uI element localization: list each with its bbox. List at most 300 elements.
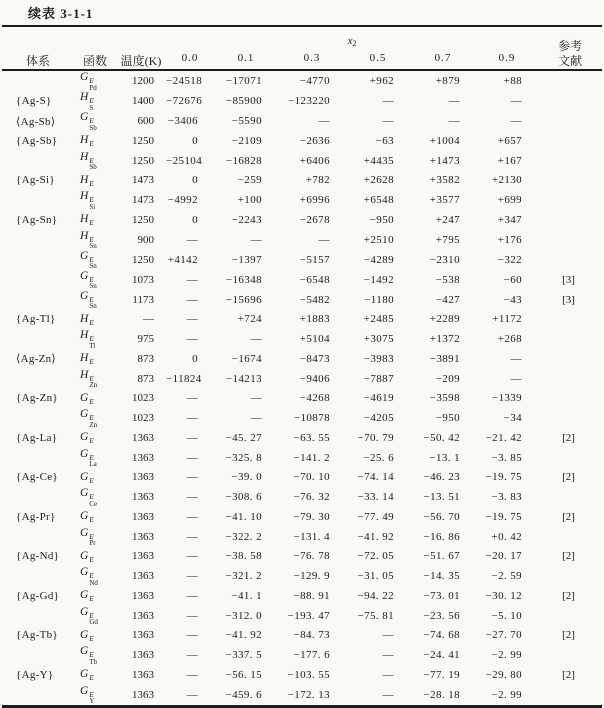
system-cell bbox=[2, 566, 74, 586]
ref-cell: [3] bbox=[562, 293, 575, 306]
function-supsub bbox=[89, 197, 95, 210]
value-cell: — bbox=[186, 688, 198, 701]
function-symbol: H bbox=[80, 91, 89, 103]
value-cell: +782 bbox=[305, 174, 330, 187]
table-row bbox=[2, 190, 602, 210]
temperature-cell: 1173 bbox=[132, 293, 154, 306]
temperature-cell: 600 bbox=[137, 115, 154, 127]
system-cell bbox=[2, 685, 74, 707]
value-cell: −50. 42 bbox=[423, 431, 460, 444]
function-superscript: E bbox=[89, 595, 94, 603]
value-cell: −33. 14 bbox=[357, 491, 394, 503]
table-row bbox=[2, 111, 602, 131]
temperature-cell: 1400 bbox=[132, 95, 154, 107]
value-cell: +1372 bbox=[429, 333, 460, 345]
function-cell bbox=[74, 190, 116, 210]
system-cell: {Ag-Tb} bbox=[16, 629, 58, 642]
value-cell: — bbox=[186, 431, 198, 444]
value-cell: −77. 49 bbox=[357, 510, 394, 523]
ref-cell bbox=[538, 131, 602, 151]
table-row bbox=[2, 665, 602, 685]
header-references bbox=[538, 26, 602, 70]
value-cell: +100 bbox=[237, 194, 262, 206]
value-cell: −94. 22 bbox=[357, 589, 394, 602]
function-superscript: E bbox=[89, 219, 94, 227]
value-cell: — bbox=[510, 95, 523, 107]
value-cell: −3. 83 bbox=[491, 491, 523, 503]
value-cell: −24518 bbox=[166, 75, 203, 87]
value-cell: — bbox=[250, 412, 262, 424]
temperature-cell: 1473 bbox=[132, 174, 154, 187]
function-cell bbox=[74, 448, 116, 468]
function-subscript: Gd bbox=[89, 618, 98, 626]
function-cell bbox=[74, 171, 116, 191]
function-cell bbox=[74, 210, 116, 230]
header-x2 bbox=[166, 26, 538, 48]
value-cell: −4205 bbox=[363, 412, 394, 424]
header-ref-line1: 参考 bbox=[558, 39, 583, 53]
system-cell bbox=[2, 448, 74, 468]
value-cell: −7887 bbox=[363, 372, 394, 385]
value-cell: −123220 bbox=[287, 95, 330, 107]
function-subscript: S bbox=[89, 103, 94, 112]
ref-cell: [2] bbox=[562, 668, 575, 681]
table-row bbox=[2, 389, 602, 409]
table-title: 续表 3-1-1 bbox=[28, 6, 94, 21]
header-x-0.9: 0.9 bbox=[498, 52, 516, 65]
value-cell: +247 bbox=[435, 213, 460, 226]
table-row bbox=[2, 428, 602, 448]
table-row bbox=[2, 151, 602, 171]
system-cell bbox=[2, 645, 74, 665]
function-superscript: E bbox=[89, 476, 94, 485]
function-symbol: H bbox=[80, 150, 89, 163]
function-subscript: Nd bbox=[89, 578, 98, 587]
value-cell: −2636 bbox=[299, 134, 330, 147]
function-cell bbox=[74, 230, 116, 250]
value-cell: −41. 92 bbox=[357, 530, 394, 543]
value-cell: −23. 56 bbox=[423, 609, 460, 622]
value-cell: −74. 68 bbox=[423, 629, 460, 642]
value-cell: — bbox=[448, 115, 460, 127]
value-cell: — bbox=[382, 115, 394, 127]
function-symbol: G bbox=[80, 447, 89, 460]
system-cell: ⟨Ag-Sb⟩ bbox=[16, 115, 56, 128]
value-cell: 0 bbox=[192, 213, 198, 226]
function-superscript: E bbox=[89, 156, 94, 165]
value-cell: −19. 75 bbox=[485, 510, 523, 523]
value-cell: — bbox=[448, 95, 460, 107]
table-row bbox=[2, 645, 602, 665]
value-cell: −31. 05 bbox=[357, 570, 394, 582]
value-cell: −70. 79 bbox=[357, 431, 394, 444]
table-row bbox=[2, 487, 602, 507]
function-supsub bbox=[89, 181, 93, 188]
ref-cell bbox=[538, 329, 602, 349]
value-cell: −20. 17 bbox=[485, 550, 523, 563]
function-symbol: G bbox=[80, 549, 89, 562]
function-symbol: G bbox=[80, 249, 89, 262]
function-symbol: H bbox=[80, 329, 89, 341]
value-cell: −79. 30 bbox=[293, 510, 330, 523]
value-cell: −2. 59 bbox=[491, 570, 523, 582]
system-cell: {Ag-Sn} bbox=[16, 213, 58, 226]
value-cell: +3582 bbox=[429, 174, 460, 187]
value-cell: — bbox=[186, 293, 198, 306]
table-row bbox=[2, 527, 602, 547]
function-subscript: Ce bbox=[89, 499, 98, 508]
function-supsub bbox=[89, 478, 93, 485]
value-cell: −60 bbox=[503, 273, 523, 286]
system-cell: {Ag-S} bbox=[16, 95, 52, 107]
ref-cell: [2] bbox=[562, 629, 575, 642]
function-symbol: G bbox=[80, 668, 89, 680]
function-superscript: E bbox=[89, 196, 94, 204]
ref-cell bbox=[538, 310, 602, 330]
value-cell: — bbox=[510, 372, 523, 385]
function-superscript: E bbox=[89, 634, 94, 643]
temperature-cell: 1023 bbox=[132, 392, 154, 405]
value-cell: +6548 bbox=[363, 194, 394, 206]
function-symbol: G bbox=[80, 269, 89, 282]
ref-cell bbox=[538, 389, 602, 409]
function-cell bbox=[74, 369, 116, 389]
value-cell: −459. 6 bbox=[225, 688, 262, 701]
value-cell: +879 bbox=[435, 75, 460, 87]
header-x-0.5: 0.5 bbox=[369, 52, 387, 65]
function-cell bbox=[74, 527, 116, 547]
function-supsub bbox=[89, 415, 97, 428]
table-row bbox=[2, 606, 602, 626]
value-cell: −325. 8 bbox=[225, 451, 262, 464]
value-cell: −177. 6 bbox=[293, 649, 330, 661]
function-cell bbox=[74, 91, 116, 111]
function-supsub bbox=[89, 438, 93, 445]
system-cell: {Ag-Tl} bbox=[16, 313, 56, 326]
value-cell: — bbox=[186, 629, 198, 642]
ref-cell bbox=[538, 70, 602, 91]
value-cell: −76. 78 bbox=[293, 550, 330, 563]
temperature-cell: 1023 bbox=[132, 412, 154, 424]
header-x-0.1: 0.1 bbox=[237, 52, 255, 65]
function-supsub bbox=[89, 336, 95, 349]
system-cell bbox=[2, 70, 74, 91]
function-subscript: Y bbox=[89, 697, 95, 705]
function-symbol: G bbox=[80, 526, 89, 539]
temperature-cell: 1363 bbox=[132, 570, 154, 582]
value-cell: −4992 bbox=[167, 194, 198, 206]
table-row bbox=[2, 270, 602, 290]
function-cell bbox=[74, 70, 116, 91]
temperature-cell: 1363 bbox=[132, 471, 154, 484]
value-cell: −3598 bbox=[429, 392, 460, 405]
value-cell: 0 bbox=[192, 352, 198, 365]
system-cell: {Ag-Gd} bbox=[16, 589, 60, 602]
value-cell: −43 bbox=[503, 293, 523, 306]
function-subscript: Zn bbox=[89, 420, 98, 429]
value-cell: −129. 9 bbox=[293, 570, 330, 582]
thermodynamic-data-table bbox=[2, 25, 602, 708]
value-cell: — bbox=[186, 530, 198, 543]
ref-cell: [2] bbox=[562, 510, 575, 523]
system-cell bbox=[2, 408, 74, 428]
value-cell: −538 bbox=[435, 273, 460, 286]
value-cell: — bbox=[382, 629, 394, 642]
header-system: 体系 bbox=[25, 54, 50, 69]
value-cell: −29. 80 bbox=[485, 668, 523, 681]
value-cell: −2310 bbox=[429, 253, 460, 266]
function-subscript: Sb bbox=[89, 163, 97, 171]
value-cell: +2289 bbox=[429, 313, 460, 326]
function-symbol: G bbox=[80, 289, 89, 302]
function-supsub bbox=[89, 573, 98, 586]
value-cell: 0 bbox=[192, 134, 198, 147]
ref-cell bbox=[538, 190, 602, 210]
table-row bbox=[2, 547, 602, 567]
value-cell: −1397 bbox=[231, 253, 262, 266]
value-cell: −2678 bbox=[299, 213, 330, 226]
value-cell: −41. 10 bbox=[225, 510, 262, 523]
temperature-cell: 1363 bbox=[132, 649, 154, 661]
function-superscript: E bbox=[89, 493, 94, 501]
function-cell bbox=[74, 547, 116, 567]
function-superscript: E bbox=[89, 318, 94, 327]
system-cell bbox=[2, 290, 74, 310]
function-superscript: E bbox=[89, 516, 94, 524]
value-cell: +0. 42 bbox=[491, 530, 523, 543]
system-cell bbox=[2, 230, 74, 250]
value-cell: −72676 bbox=[166, 95, 203, 107]
value-cell: −13. 1 bbox=[429, 451, 460, 464]
value-cell: −3983 bbox=[363, 352, 394, 365]
temperature-cell: 900 bbox=[137, 233, 154, 246]
value-cell: −28. 18 bbox=[423, 688, 460, 701]
function-symbol: G bbox=[80, 589, 89, 601]
table-row bbox=[2, 230, 602, 250]
function-supsub bbox=[89, 613, 98, 626]
function-subscript: Sn bbox=[89, 242, 97, 250]
value-cell: — bbox=[186, 412, 198, 424]
ref-cell: [2] bbox=[562, 471, 575, 484]
function-symbol: G bbox=[80, 510, 89, 522]
value-cell: −172. 13 bbox=[287, 688, 330, 701]
value-cell: −63 bbox=[375, 134, 394, 147]
temperature-cell: 873 bbox=[137, 372, 154, 385]
value-cell: −25. 6 bbox=[363, 451, 394, 464]
header-x-0.7: 0.7 bbox=[434, 52, 452, 65]
system-cell bbox=[2, 487, 74, 507]
value-cell: +795 bbox=[435, 233, 460, 246]
value-cell: −15696 bbox=[225, 293, 262, 306]
value-cell: 0 bbox=[192, 174, 198, 187]
temperature-cell: 1250 bbox=[132, 253, 154, 266]
ref-cell bbox=[538, 349, 602, 369]
value-cell: −259 bbox=[237, 174, 262, 187]
function-cell bbox=[74, 487, 116, 507]
temperature-cell: 1363 bbox=[132, 668, 154, 681]
function-subscript: Tb bbox=[89, 657, 98, 666]
function-superscript: E bbox=[89, 532, 94, 541]
table-row bbox=[2, 70, 602, 91]
function-symbol: H bbox=[80, 352, 89, 364]
value-cell: — bbox=[186, 491, 198, 503]
ref-cell: [3] bbox=[562, 273, 575, 286]
value-cell: −16828 bbox=[225, 154, 262, 167]
system-cell bbox=[2, 151, 74, 171]
function-cell bbox=[74, 111, 116, 131]
function-superscript: E bbox=[89, 453, 94, 462]
value-cell: — bbox=[186, 471, 198, 484]
value-cell: −41. 92 bbox=[225, 629, 262, 642]
temperature-cell: 1200 bbox=[132, 75, 154, 87]
table-row bbox=[2, 586, 602, 606]
value-cell: −75. 81 bbox=[357, 609, 394, 622]
value-cell: −5157 bbox=[299, 253, 330, 266]
value-cell: +2130 bbox=[491, 174, 523, 187]
function-subscript: Si bbox=[89, 202, 96, 211]
ref-cell bbox=[538, 487, 602, 507]
function-supsub bbox=[89, 692, 94, 705]
value-cell: −24. 41 bbox=[423, 649, 460, 661]
value-cell: −3891 bbox=[429, 352, 460, 365]
function-superscript: E bbox=[89, 414, 94, 422]
ref-cell bbox=[538, 210, 602, 230]
function-supsub bbox=[89, 652, 97, 665]
value-cell: −141. 2 bbox=[293, 451, 330, 464]
ref-cell bbox=[538, 230, 602, 250]
value-cell: −322 bbox=[497, 253, 523, 266]
header-temperature: 温度(K) bbox=[120, 54, 162, 69]
temperature-cell: 1363 bbox=[132, 609, 154, 622]
value-cell: −2243 bbox=[231, 213, 262, 226]
system-cell: {Ag-Sb} bbox=[16, 134, 58, 147]
function-cell bbox=[74, 329, 116, 349]
function-subscript: La bbox=[89, 460, 97, 468]
function-superscript: E bbox=[89, 358, 94, 366]
value-cell: −4619 bbox=[363, 392, 394, 405]
value-cell: −16. 86 bbox=[423, 530, 460, 543]
ref-cell bbox=[538, 408, 602, 428]
value-cell: −312. 0 bbox=[225, 609, 262, 622]
function-cell bbox=[74, 586, 116, 606]
value-cell: +699 bbox=[497, 194, 523, 206]
function-symbol: H bbox=[80, 368, 89, 381]
value-cell: −209 bbox=[435, 372, 460, 385]
value-cell: +88 bbox=[503, 75, 523, 87]
table-row bbox=[2, 290, 602, 310]
value-cell: −19. 75 bbox=[485, 471, 523, 484]
value-cell: −88. 91 bbox=[293, 589, 330, 602]
function-superscript: E bbox=[89, 690, 94, 699]
function-symbol: G bbox=[80, 645, 89, 657]
value-cell: −56. 70 bbox=[423, 510, 460, 523]
value-cell: −131. 4 bbox=[293, 530, 330, 543]
value-cell: −16348 bbox=[225, 273, 262, 286]
value-cell: — bbox=[186, 313, 198, 326]
ref-cell bbox=[538, 250, 602, 270]
value-cell: −950 bbox=[435, 412, 460, 424]
function-symbol: H bbox=[80, 312, 89, 325]
value-cell: −76. 32 bbox=[293, 491, 330, 503]
value-cell: +4142 bbox=[167, 253, 198, 266]
value-cell: +2510 bbox=[363, 233, 394, 246]
value-cell: −14213 bbox=[225, 372, 262, 385]
header-function: 函数 bbox=[82, 54, 107, 69]
value-cell: −77. 19 bbox=[423, 668, 460, 681]
value-cell: −21. 42 bbox=[485, 431, 523, 444]
value-cell: +2628 bbox=[363, 174, 394, 187]
ref-cell: [2] bbox=[562, 550, 575, 563]
function-supsub bbox=[89, 636, 93, 643]
value-cell: −5590 bbox=[231, 115, 262, 127]
value-cell: −2. 99 bbox=[491, 688, 523, 701]
header-ref-line2: 文献 bbox=[558, 54, 583, 68]
temperature-cell: 1363 bbox=[132, 688, 154, 701]
value-cell: +6996 bbox=[299, 194, 330, 206]
ref-cell bbox=[538, 369, 602, 389]
value-cell: +167 bbox=[497, 154, 523, 167]
value-cell: −46. 23 bbox=[423, 471, 460, 484]
value-cell: — bbox=[382, 668, 394, 681]
value-cell: −14. 35 bbox=[423, 570, 460, 582]
ref-cell: [2] bbox=[562, 431, 575, 444]
value-cell: — bbox=[186, 609, 198, 622]
function-subscript: Sn bbox=[89, 262, 97, 270]
ref-cell bbox=[538, 566, 602, 586]
value-cell: −10878 bbox=[293, 412, 330, 424]
function-symbol: H bbox=[80, 173, 89, 186]
value-cell: — bbox=[186, 233, 198, 246]
system-cell: {Ag-Pr} bbox=[16, 510, 56, 523]
function-symbol: H bbox=[80, 134, 89, 146]
function-superscript: E bbox=[89, 572, 94, 580]
function-subscript: Tl bbox=[89, 341, 96, 350]
function-supsub bbox=[89, 118, 96, 131]
function-supsub bbox=[89, 237, 96, 250]
value-cell: +1172 bbox=[492, 313, 523, 326]
function-supsub bbox=[89, 596, 93, 603]
function-symbol: G bbox=[80, 605, 89, 618]
function-supsub bbox=[89, 517, 93, 524]
table-row bbox=[2, 131, 602, 151]
table-row bbox=[2, 566, 602, 586]
temperature-cell: 1250 bbox=[132, 134, 154, 147]
x2-subscript: 2 bbox=[352, 38, 357, 48]
function-supsub bbox=[89, 534, 95, 547]
value-cell: +1883 bbox=[299, 313, 330, 326]
function-symbol: G bbox=[80, 111, 89, 123]
system-cell bbox=[2, 369, 74, 389]
system-cell bbox=[2, 250, 74, 270]
value-cell: — bbox=[186, 668, 198, 681]
system-cell bbox=[2, 270, 74, 290]
function-supsub bbox=[89, 494, 97, 507]
function-cell bbox=[74, 151, 116, 171]
value-cell: +4435 bbox=[363, 154, 394, 167]
value-cell: −337. 5 bbox=[225, 649, 262, 661]
function-subscript: Pr bbox=[89, 539, 96, 547]
function-superscript: E bbox=[89, 117, 94, 125]
ref-cell bbox=[538, 685, 602, 707]
function-superscript: E bbox=[89, 374, 94, 383]
value-cell: −427 bbox=[435, 293, 460, 306]
system-cell: {Ag-La} bbox=[16, 431, 58, 444]
header-x-0.0: 0.0 bbox=[181, 52, 199, 65]
function-superscript: E bbox=[89, 611, 94, 620]
value-cell: — bbox=[510, 115, 523, 127]
value-cell: −4268 bbox=[299, 392, 330, 405]
temperature-cell: 1363 bbox=[132, 491, 154, 503]
